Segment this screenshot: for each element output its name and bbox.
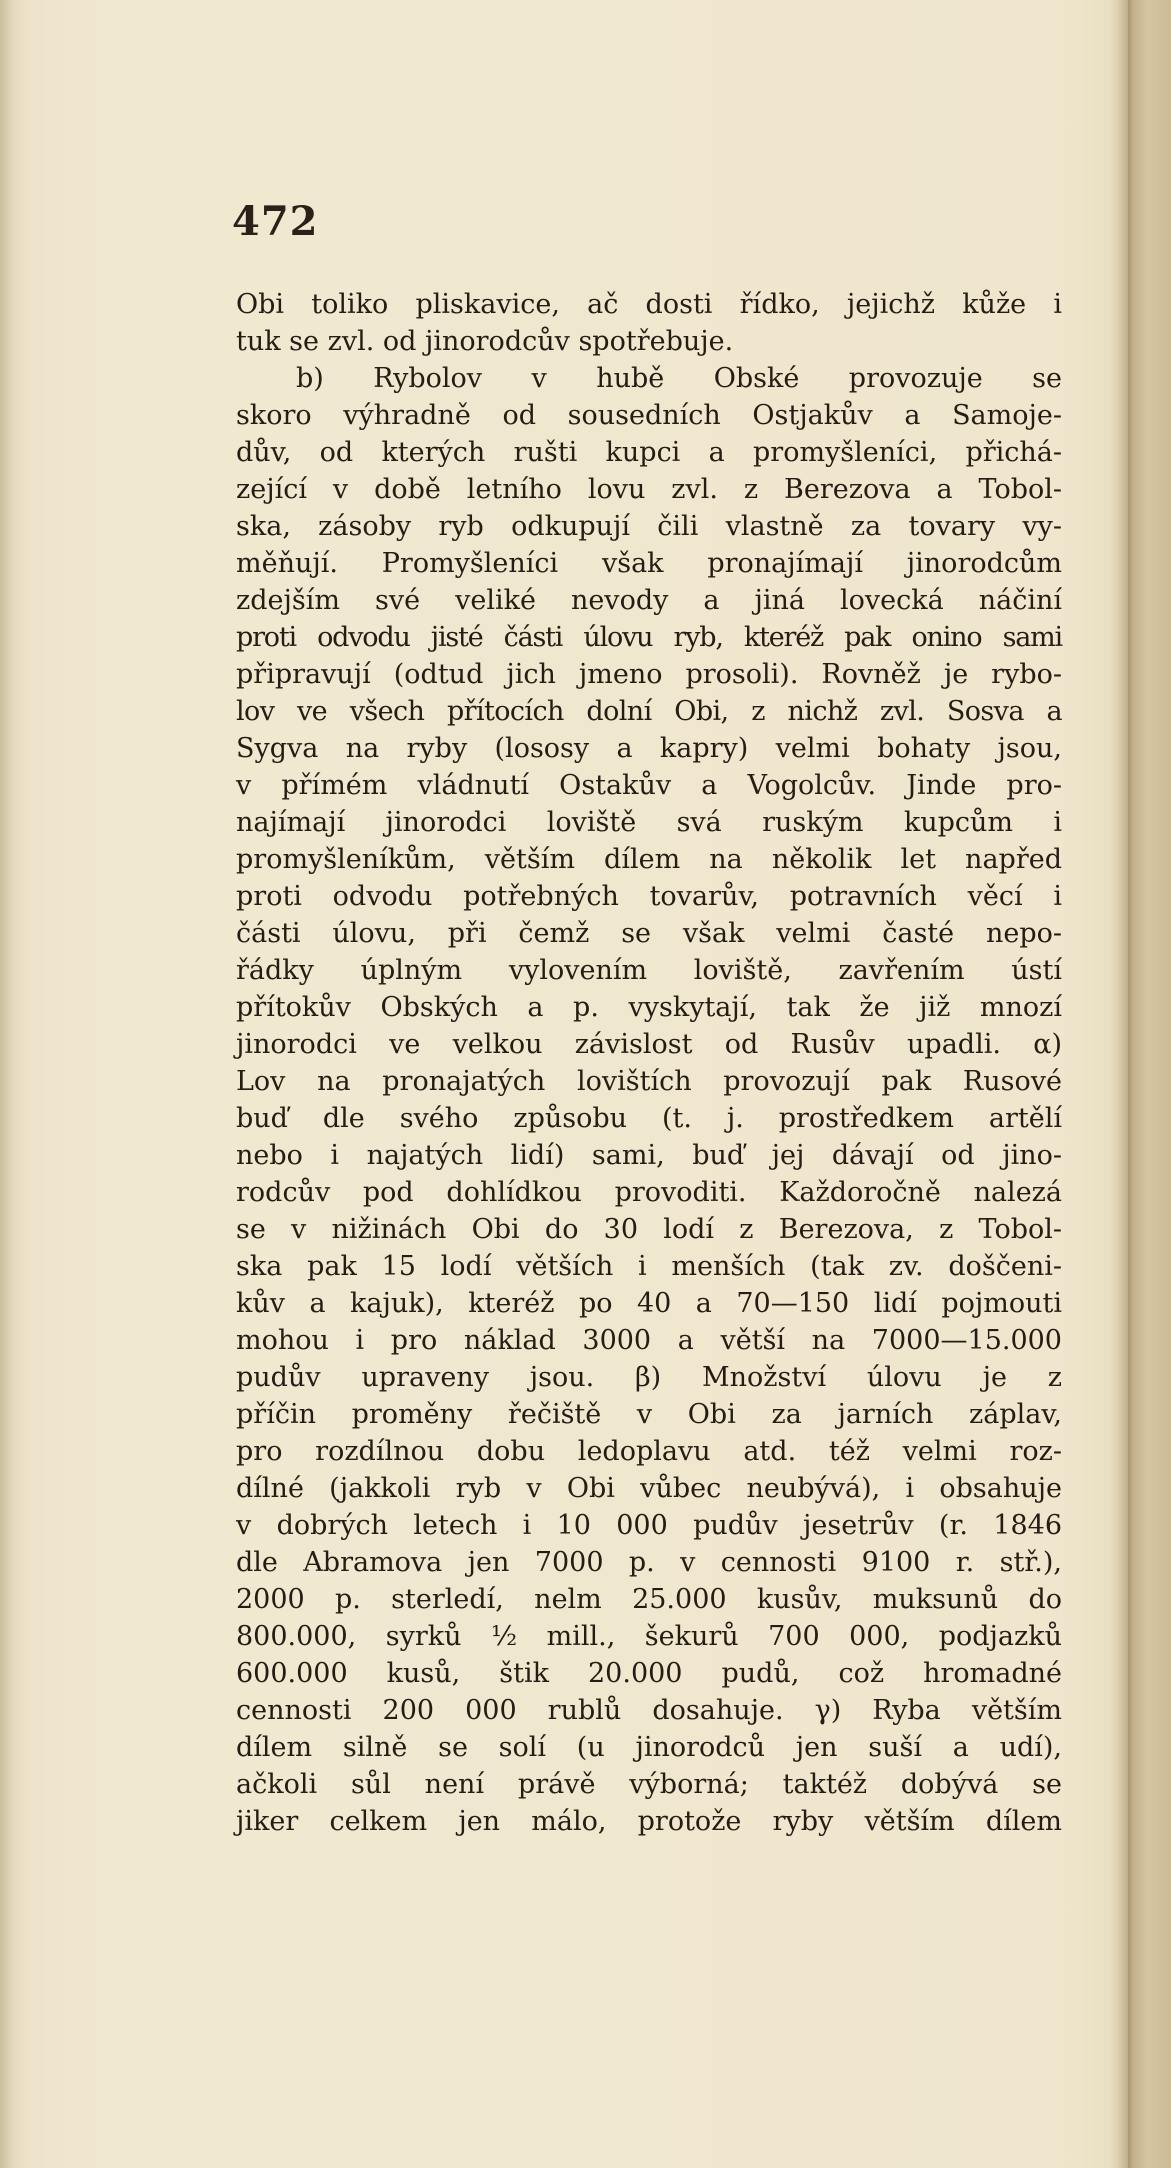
text-line: dův, od kterých rušti kupci a promyšleníci, přichá-: [236, 437, 1062, 468]
text-line: části úlovu, při čemž se však velmi časté nepo-: [236, 918, 1062, 949]
text-line: ska pak 15 lodí větších i menších (tak zv. doščeni-: [236, 1251, 1062, 1282]
text-line: promyšleníkům, větším dílem na několik let napřed: [236, 844, 1062, 875]
text-line: kův a kajuk), kteréž po 40 a 70—150 lidí pojmouti: [236, 1288, 1062, 1319]
body-text: [236, 286, 1062, 1840]
text-line: příčin proměny řečiště v Obi za jarních záplav,: [236, 1399, 1062, 1430]
text-line: ačkoli sůl není právě výborná; taktéž dobývá se: [236, 1769, 1062, 1800]
text-line: přítokův Obských a p. vyskytají, tak že již mnozí: [236, 992, 1062, 1023]
text-line: zející v době letního lovu zvl. z Berezova a Tobol-: [236, 474, 1062, 505]
text-line: Lov na pronajatých lovištích provozují pak Rusové: [236, 1066, 1062, 1097]
text-line: lov ve všech přítocích dolní Obi, z nichž zvl. Sosva a: [236, 696, 1062, 727]
text-line: rodcův pod dohlídkou provoditi. Každoročně nalezá: [236, 1177, 1062, 1208]
text-line: najímají jinorodci loviště svá ruským kupcům i: [236, 807, 1062, 838]
text-line: v dobrých letech i 10 000 pudův jesetrův (r. 1846: [236, 1510, 1062, 1541]
text-line: mohou i pro náklad 3000 a větší na 7000—15.000: [236, 1325, 1062, 1356]
text-line: pudův upraveny jsou. β) Množství úlovu je z: [236, 1362, 1062, 1393]
text-line: řádky úplným vylovením loviště, zavřením ústí: [236, 955, 1062, 986]
text-line: dle Abramova jen 7000 p. v cennosti 9100 r. stř.),: [236, 1547, 1062, 1578]
text-line: proti odvodu potřebných tovarův, potravních věcí i: [236, 881, 1062, 912]
text-line: jinorodci ve velkou závislost od Rusův upadli. α): [236, 1029, 1062, 1060]
text-line: dílné (jakkoli ryb v Obi vůbec neubývá), i obsahuje: [236, 1473, 1062, 1504]
text-line: cennosti 200 000 rublů dosahuje. γ) Ryba větším: [236, 1695, 1062, 1726]
text-line: jiker celkem jen málo, protože ryby větším dílem: [236, 1806, 1062, 1837]
text-line: pro rozdílnou dobu ledoplavu atd. též velmi roz-: [236, 1436, 1062, 1467]
text-line: Sygva na ryby (lososy a kapry) velmi bohaty jsou,: [236, 733, 1062, 764]
text-line: b) Rybolov v hubě Obské provozuje se: [296, 363, 1062, 394]
text-line: v přímém vládnutí Ostakův a Vogolcův. Jinde pro-: [236, 770, 1062, 801]
text-line: dílem silně se solí (u jinorodců jen suší a udí),: [236, 1732, 1062, 1763]
page-number: 472: [232, 198, 319, 245]
page-edge: [1128, 0, 1171, 2168]
text-line: 800.000, syrků ½ mill., šekurů 700 000, podjazků: [236, 1621, 1062, 1652]
text-line: ska, zásoby ryb odkupují čili vlastně za tovary vy-: [236, 511, 1062, 542]
text-line: měňují. Promyšleníci však pronajímají jinorodcům: [236, 548, 1062, 579]
text-line: zdejším své veliké nevody a jiná lovecká náčiní: [236, 585, 1062, 616]
text-line: proti odvodu jisté části úlovu ryb, kteréž pak onino sami: [236, 622, 1062, 653]
text-line: se v nižinách Obi do 30 lodí z Berezova, z Tobol-: [236, 1214, 1062, 1245]
text-line: buď dle svého způsobu (t. j. prostředkem artělí: [236, 1103, 1062, 1134]
text-line: připravují (odtud jich jmeno prosoli). Rovněž je rybo-: [236, 659, 1062, 690]
text-line: 2000 p. sterledí, nelm 25.000 kusův, muksunů do: [236, 1584, 1062, 1615]
text-line: Obi toliko pliskavice, ač dosti řídko, jejichž kůže i: [236, 289, 1062, 320]
text-line: tuk se zvl. od jinorodcův spotřebuje.: [236, 326, 734, 357]
text-line: 600.000 kusů, štik 20.000 pudů, což hromadné: [236, 1658, 1062, 1689]
text-line: nebo i najatých lidí) sami, buď jej dávají od jino-: [236, 1140, 1062, 1171]
text-line: skoro výhradně od sousedních Ostjakův a Samoje-: [236, 400, 1062, 431]
